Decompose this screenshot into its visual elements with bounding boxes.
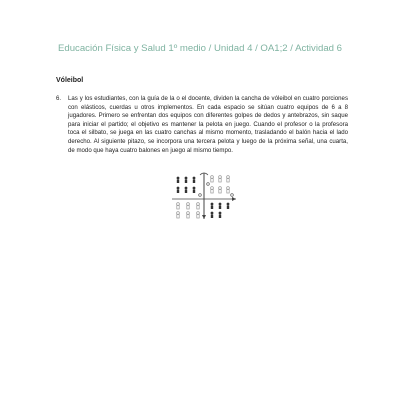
activity-item	[56, 95, 348, 155]
item-text: Las y los estudiantes, con la guía de la o el docente, dividen la cancha de vóleibol en cuatro porciones con elásticos, cuerdas u otros implementos. En cada espacio se sitúan cuatro equipos de 6 a 8 jugadores. Primero se enfrentan dos equipos con diferentes golpes de dedos y antebrazos, sin saque para iniciar el partido; el objetivo es mantener la pelota en juego. Cuando el profesor o la profesora toca el silbato, se juega en las cuatro canchas al mismo momento, trasladando el balón hacia el lado derecho. Al siguiente pitazo, se incorpora una tercera pelota y luego de la próxima señal, una cuarta, de modo que haya cuatro balones en juego al mismo tiempo.	[68, 95, 348, 154]
section-title: Vóleibol	[56, 77, 84, 84]
item-number: 6.	[56, 95, 62, 102]
page-header-title: Educación Física y Salud 1º medio / Unidad 4 / OA1;2 / Actividad 6	[57, 43, 342, 54]
volleyball-court-diagram-icon	[170, 171, 238, 221]
